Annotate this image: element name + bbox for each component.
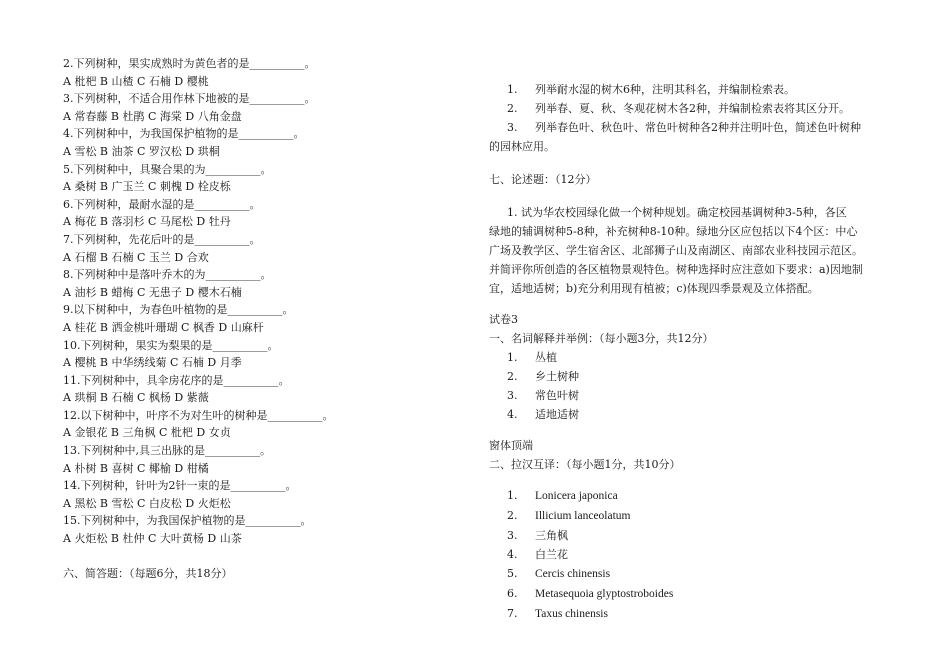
- short-answer-continuation: 的园林应用。: [489, 140, 555, 153]
- translation-item: 3. 三角枫: [507, 529, 568, 542]
- essay-line: 1. 试为华农校园绿化做一个树种规划。确定校园基调树种3-5种，各区: [507, 206, 847, 219]
- question-options: A 朴树 B 喜树 C 椰榆 D 柑橘: [63, 461, 209, 475]
- question-options: A 常春藤 B 杜鹃 C 海棠 D 八角金盘: [63, 109, 242, 123]
- translation-item: 6. Metasequoia glyptostroboides: [507, 587, 674, 600]
- term-list: [489, 348, 899, 424]
- translation-item: 2. Illicium lanceolatum: [507, 509, 631, 522]
- question-stem: 3.下列树种，不适合用作林下地被的是__________。: [63, 92, 316, 106]
- short-answer-item: 1. 列举耐水湿的树木6种，注明其科名，并编制检索表。: [507, 83, 795, 96]
- question-options: A 金银花 B 三角枫 C 枇杷 D 女贞: [63, 426, 231, 440]
- question-options: A 梅花 B 落羽杉 C 马尾松 D 牡丹: [63, 215, 231, 229]
- question-options: A 樱桃 B 中华绣线菊 C 石楠 D 月季: [63, 356, 242, 370]
- question-options: A 雪松 B 油茶 C 罗汉松 D 珙桐: [63, 144, 220, 158]
- section-7-heading: 七、论述题：（12分）: [489, 173, 597, 186]
- multiple-choice-list: [63, 55, 463, 548]
- question-options: A 石榴 B 石楠 C 玉兰 D 合欢: [63, 250, 209, 264]
- translation-item: 1. Lonicera japonica: [507, 489, 618, 502]
- translation-list: [489, 486, 899, 624]
- question-stem: 12.以下树种中，叶序不为对生叶的树种是__________。: [63, 408, 334, 422]
- essay-line: 宜，适地适树；b)充分利用现有植被；c)体现四季景观及立体搭配。: [489, 282, 819, 295]
- term-item: 3. 常色叶树: [507, 389, 579, 402]
- question-options: A 桑树 B 广玉兰 C 刺槐 D 栓皮栎: [63, 180, 231, 194]
- question-stem: 2.下列树种，果实成熟时为黄色者的是__________。: [63, 57, 316, 70]
- question-stem: 6.下列树种，最耐水湿的是__________。: [63, 197, 261, 211]
- exam-3-title: 试卷3: [489, 313, 518, 326]
- question-stem: 9.以下树种中，为春色叶植物的是__________。: [63, 303, 294, 317]
- section-6-heading: 六、简答题：（每题6分，共18分）: [63, 567, 233, 580]
- question-options: A 珙桐 B 石楠 C 枫杨 D 紫薇: [63, 391, 209, 405]
- question-options: A 油杉 B 蜡梅 C 无患子 D 樱木石楠: [63, 285, 242, 299]
- question-options: A 枇杷 B 山楂 C 石楠 D 樱桃: [63, 74, 209, 88]
- window-top-label: 窗体顶端: [489, 439, 533, 452]
- question-stem: 14.下列树种，针叶为2针一束的是__________。: [63, 479, 297, 493]
- question-options: A 桂花 B 洒金桃叶珊瑚 C 枫香 D 山麻杆: [63, 320, 264, 334]
- question-options: A 黑松 B 雪松 C 白皮松 D 火炬松: [63, 496, 231, 510]
- term-item: 2. 乡土树种: [507, 370, 579, 383]
- term-item: 1. 丛植: [507, 351, 557, 364]
- short-answer-item: 3. 列举春色叶、秋色叶、常色叶树种各2种并注明叶色，简述色叶树种: [507, 121, 861, 134]
- section-1-heading: 一、名词解释并举例：（每小题3分，共12分）: [489, 332, 714, 345]
- short-answer-list: [489, 80, 899, 156]
- question-stem: 11.下列树种中，具伞房花序的是__________。: [63, 373, 290, 387]
- question-stem: 13.下列树种中,具三出脉的是__________。: [63, 444, 271, 458]
- translation-item: 5. Cercis chinensis: [507, 567, 611, 580]
- left-column: [63, 55, 463, 580]
- translation-item: 4. 白兰花: [507, 548, 568, 561]
- short-answer-item: 2. 列举春、夏、秋、冬观花树木各2种，并编制检索表将其区分开。: [507, 102, 850, 115]
- question-stem: 5.下列树种中，具聚合果的为__________。: [63, 162, 272, 176]
- right-column: [489, 80, 899, 624]
- translation-item: 7. Taxus chinensis: [507, 607, 608, 620]
- question-stem: 15.下列树种中，为我国保护植物的是__________。: [63, 514, 312, 528]
- section-2-heading: 二、拉汉互译：（每小题1分，共10分）: [489, 458, 681, 471]
- essay-line: 绿地的辅调树种5-8种，补充树种8-10种。绿地分区应包括以下4个区：中心: [489, 225, 858, 238]
- term-item: 4. 适地适树: [507, 408, 579, 421]
- question-options: A 火炬松 B 杜仲 C 大叶黄杨 D 山茶: [63, 532, 242, 546]
- question-stem: 8.下列树种中是落叶乔木的为__________。: [63, 268, 272, 282]
- essay-line: 广场及教学区、学生宿舍区、北部狮子山及南湖区、南部农业科技园示范区。: [489, 244, 863, 257]
- question-stem: 10.下列树种，果实为梨果的是__________。: [63, 338, 279, 352]
- question-stem: 7.下列树种，先花后叶的是__________。: [63, 232, 261, 246]
- essay-line: 并简评你所创造的各区植物景观特色。树种选择时应注意如下要求：a)因地制: [489, 263, 863, 276]
- essay-question: [489, 203, 899, 298]
- question-stem: 4.下列树种中，为我国保护植物的是__________。: [63, 127, 305, 141]
